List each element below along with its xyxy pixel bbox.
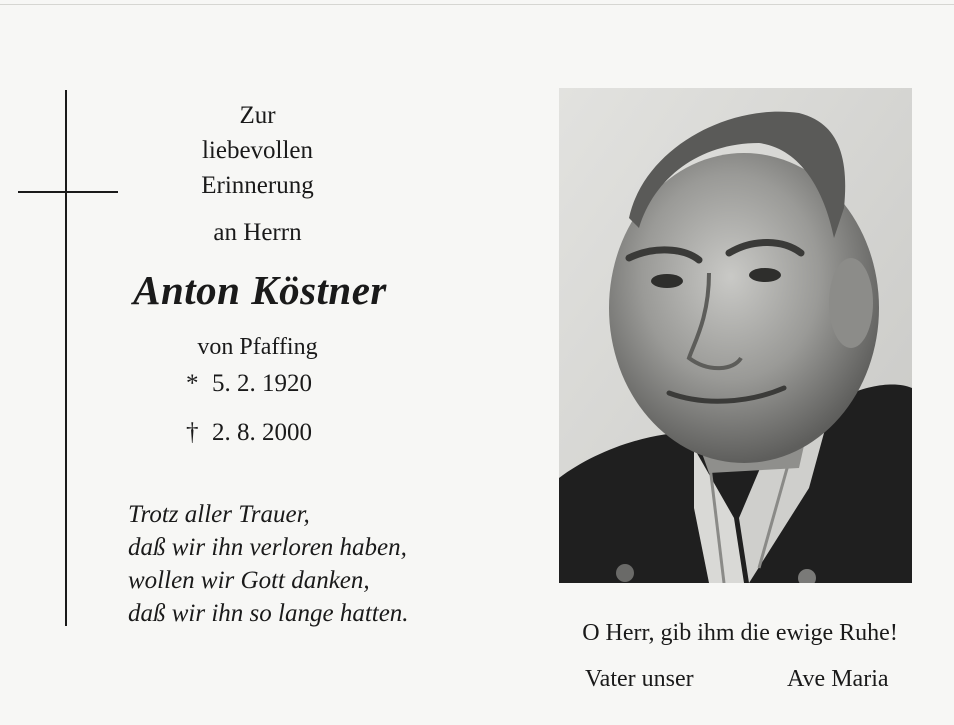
intro-text [100,98,415,203]
deceased-name: Anton Köstner [133,267,387,313]
origin-place: von Pfaffing [197,334,318,360]
top-edge-line [0,4,954,5]
intro-line-3: Erinnerung [201,172,314,199]
death-date: 2. 8. 2000 [212,419,312,446]
death-date-line [186,417,312,449]
verse-line-2: daß wir ihn verloren haben, [128,534,407,561]
prayer-ave-maria: Ave Maria [787,666,889,692]
prayer-vater-unser: Vater unser [585,666,694,692]
birth-date-line [186,368,312,400]
verse-line-4: daß wir ihn so lange hatten. [128,600,409,627]
intro-line-2: liebevollen [201,137,314,164]
verse [128,498,409,630]
cross-vertical-bar [65,90,67,626]
verse-line-1: Trotz aller Trauer, [128,501,310,528]
death-symbol: † [186,419,199,446]
birth-symbol: * [186,370,199,397]
verse-line-3: wollen wir Gott danken, [128,567,370,594]
birth-date: 5. 2. 1920 [212,370,312,397]
salutation: an Herrn [213,219,302,246]
portrait-photo [559,88,912,583]
intro-line-1: Zur [239,102,276,129]
prayer-line: O Herr, gib ihm die ewige Ruhe! [582,620,898,646]
